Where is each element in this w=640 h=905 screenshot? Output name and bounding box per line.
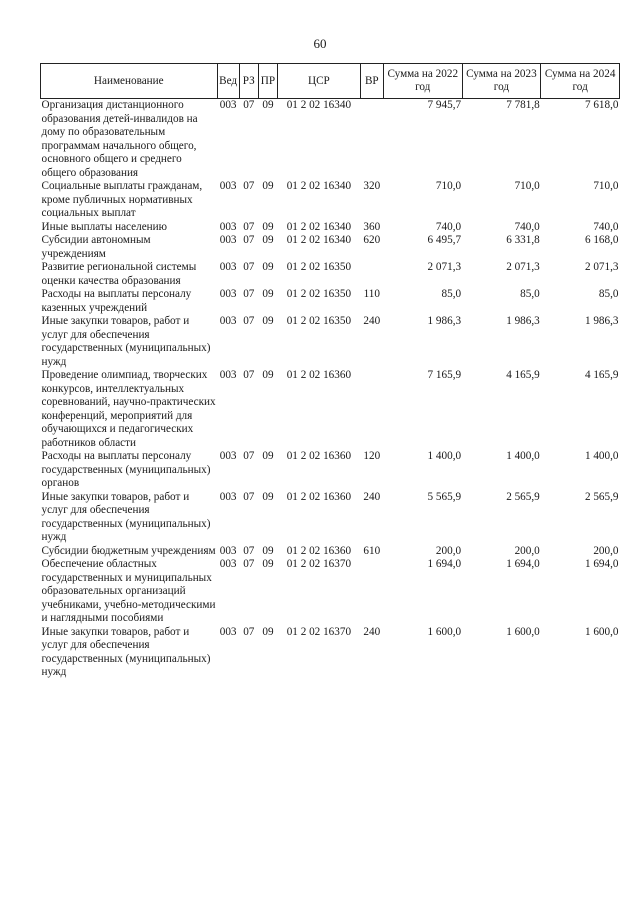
row-name: Проведение олимпиад, творческих конкурсов, интеллектуальных соревнований, научно-практических конференций, мероприятий для обучающихся и педагогических работников области	[41, 369, 216, 449]
row-rz: 07	[243, 625, 255, 638]
row-sum-2024: 1 400,0	[584, 450, 619, 462]
row-pr: 09	[262, 450, 274, 462]
row-pr: 09	[262, 490, 274, 503]
header-rz: РЗ	[239, 64, 258, 99]
row-rz: 07	[243, 315, 255, 327]
row-sum-2022: 2 071,3	[427, 261, 462, 273]
table-row	[41, 450, 620, 491]
row-vr: 360	[363, 220, 381, 233]
header-sum-2022: Сумма на 2022 год	[383, 64, 462, 99]
row-ved: 003	[219, 625, 237, 638]
row-pr: 09	[262, 625, 274, 638]
row-sum-2022: 1 694,0	[427, 558, 462, 570]
header-name: Наименование	[41, 64, 218, 99]
row-name: Обеспечение областных государственных и муниципальных образовательных организаций учебниками, учебно-методическими и наглядными пособиями	[41, 558, 216, 624]
row-vr	[360, 369, 383, 450]
row-pr: 09	[262, 99, 274, 111]
table-row	[41, 315, 620, 369]
row-ved: 003	[219, 220, 237, 233]
row-csr: 01 2 02 16360	[286, 490, 352, 503]
row-vr: 240	[363, 625, 381, 638]
row-sum-2024: 7 618,0	[584, 99, 619, 111]
row-ved: 003	[219, 288, 237, 300]
row-sum-2023: 710,0	[514, 180, 540, 192]
row-sum-2022: 710,0	[435, 180, 462, 192]
row-rz: 07	[243, 369, 255, 381]
row-sum-2022: 7 165,9	[427, 369, 462, 381]
row-pr: 09	[262, 234, 274, 246]
row-pr: 09	[262, 544, 274, 557]
row-sum-2022: 85,0	[441, 288, 462, 300]
row-pr: 09	[262, 220, 274, 233]
row-pr: 09	[262, 315, 274, 327]
row-sum-2023: 1 600,0	[506, 625, 540, 638]
row-sum-2023: 1 694,0	[506, 558, 540, 570]
row-sum-2023: 85,0	[520, 288, 540, 300]
row-vr	[360, 558, 383, 626]
row-sum-2022: 6 495,7	[427, 234, 462, 246]
row-sum-2024: 6 168,0	[584, 234, 619, 246]
row-sum-2022: 5 565,9	[427, 490, 462, 503]
table-header-row	[41, 64, 620, 99]
page-number: 60	[313, 36, 327, 51]
row-rz: 07	[243, 234, 255, 246]
row-sum-2024: 710,0	[593, 180, 619, 192]
row-rz: 07	[243, 450, 255, 462]
row-sum-2022: 200,0	[435, 544, 462, 557]
row-sum-2023: 1 986,3	[506, 315, 540, 327]
row-vr: 120	[363, 450, 381, 462]
row-name: Иные закупки товаров, работ и услуг для обеспечения государственных (муниципальных) нужд	[41, 315, 211, 368]
row-vr	[360, 261, 383, 288]
header-pr: ПР	[258, 64, 277, 99]
table-row	[41, 180, 620, 221]
table-row	[41, 369, 620, 450]
row-name: Иные закупки товаров, работ и услуг для обеспечения государственных (муниципальных) нужд	[41, 490, 211, 543]
row-sum-2023: 200,0	[514, 544, 540, 557]
row-ved: 003	[219, 234, 237, 246]
row-sum-2023: 2 565,9	[506, 490, 540, 503]
row-csr: 01 2 02 16360	[286, 544, 352, 557]
row-sum-2023: 1 400,0	[506, 450, 540, 462]
row-sum-2024: 4 165,9	[584, 369, 619, 381]
row-vr: 110	[363, 288, 380, 300]
header-ved: Вед	[217, 64, 239, 99]
row-rz: 07	[243, 544, 255, 557]
row-name: Расходы на выплаты персоналу казенных учреждений	[41, 288, 192, 314]
row-name: Субсидии автономным учреждениям	[41, 234, 151, 260]
row-sum-2024: 1 600,0	[584, 625, 619, 638]
row-ved: 003	[219, 450, 237, 462]
row-pr: 09	[262, 288, 274, 300]
row-csr: 01 2 02 16340	[286, 180, 352, 192]
row-rz: 07	[243, 288, 255, 300]
row-ved: 003	[219, 99, 237, 111]
table-row	[41, 221, 620, 235]
table-row	[41, 261, 620, 288]
table-row	[41, 626, 620, 680]
table-row	[41, 545, 620, 559]
row-vr: 240	[363, 490, 381, 503]
row-sum-2024: 1 694,0	[584, 558, 619, 570]
row-pr: 09	[262, 369, 274, 381]
row-ved: 003	[219, 490, 237, 503]
table-row	[41, 558, 620, 626]
row-sum-2024: 200,0	[593, 544, 619, 557]
row-name: Социальные выплаты гражданам, кроме публичных нормативных социальных выплат	[41, 180, 203, 219]
row-ved: 003	[219, 315, 237, 327]
row-ved: 003	[219, 544, 237, 557]
row-sum-2024: 1 986,3	[584, 315, 619, 327]
table-body	[41, 99, 620, 680]
header-sum-2024: Сумма на 2024 год	[541, 64, 620, 99]
row-rz: 07	[243, 261, 255, 273]
row-csr: 01 2 02 16360	[286, 450, 352, 462]
table-row	[41, 288, 620, 315]
row-vr	[360, 99, 383, 181]
row-pr: 09	[262, 180, 274, 192]
row-sum-2022: 7 945,7	[427, 99, 462, 111]
row-csr: 01 2 02 16350	[286, 288, 352, 300]
row-sum-2022: 1 986,3	[427, 315, 462, 327]
row-sum-2023: 6 331,8	[506, 234, 540, 246]
row-vr: 320	[363, 180, 381, 192]
row-sum-2024: 85,0	[598, 288, 619, 300]
row-sum-2023: 7 781,8	[506, 99, 540, 111]
row-name: Субсидии бюджетным учреждениям	[41, 544, 216, 557]
row-csr: 01 2 02 16340	[286, 99, 352, 111]
row-ved: 003	[219, 180, 237, 192]
row-sum-2023: 4 165,9	[506, 369, 540, 381]
header-csr: ЦСР	[278, 64, 361, 99]
row-ved: 003	[219, 261, 237, 273]
row-csr: 01 2 02 16370	[286, 558, 352, 570]
row-rz: 07	[243, 99, 255, 111]
row-csr: 01 2 02 16340	[286, 234, 352, 246]
row-name: Расходы на выплаты персоналу государственных (муниципальных) органов	[41, 450, 211, 489]
row-pr: 09	[262, 261, 274, 273]
row-rz: 07	[243, 220, 255, 233]
row-sum-2023: 740,0	[514, 220, 540, 233]
row-vr: 240	[363, 315, 381, 327]
row-vr: 620	[363, 234, 381, 246]
table-row	[41, 99, 620, 181]
row-sum-2022: 740,0	[435, 220, 462, 233]
row-sum-2024: 2 565,9	[584, 490, 619, 503]
row-sum-2023: 2 071,3	[506, 261, 540, 273]
row-rz: 07	[243, 558, 255, 570]
budget-table	[40, 63, 620, 680]
row-rz: 07	[243, 180, 255, 192]
row-name: Иные выплаты населению	[41, 220, 167, 233]
row-ved: 003	[219, 558, 237, 570]
table-row	[41, 491, 620, 545]
table-row	[41, 234, 620, 261]
header-sum-2023: Сумма на 2023 год	[462, 64, 541, 99]
row-name: Развитие региональной системы оценки качества образования	[41, 261, 197, 287]
row-sum-2024: 740,0	[593, 220, 619, 233]
row-ved: 003	[219, 369, 237, 381]
row-vr: 610	[363, 544, 381, 557]
row-sum-2022: 1 600,0	[427, 625, 462, 638]
row-sum-2024: 2 071,3	[584, 261, 619, 273]
row-csr: 01 2 02 16350	[286, 315, 352, 327]
row-pr: 09	[262, 558, 274, 570]
row-sum-2022: 1 400,0	[427, 450, 462, 462]
row-csr: 01 2 02 16370	[286, 625, 352, 638]
row-name: Иные закупки товаров, работ и услуг для обеспечения государственных (муниципальных) нужд	[41, 625, 211, 678]
row-name: Организация дистанционного образования детей-инвалидов на дому по образовательным программам начального общего, основного общего и среднего общего образования	[41, 99, 198, 179]
row-csr: 01 2 02 16360	[286, 369, 352, 381]
row-csr: 01 2 02 16340	[286, 220, 352, 233]
row-csr: 01 2 02 16350	[286, 261, 352, 273]
header-vr: ВР	[360, 64, 383, 99]
row-rz: 07	[243, 490, 255, 503]
